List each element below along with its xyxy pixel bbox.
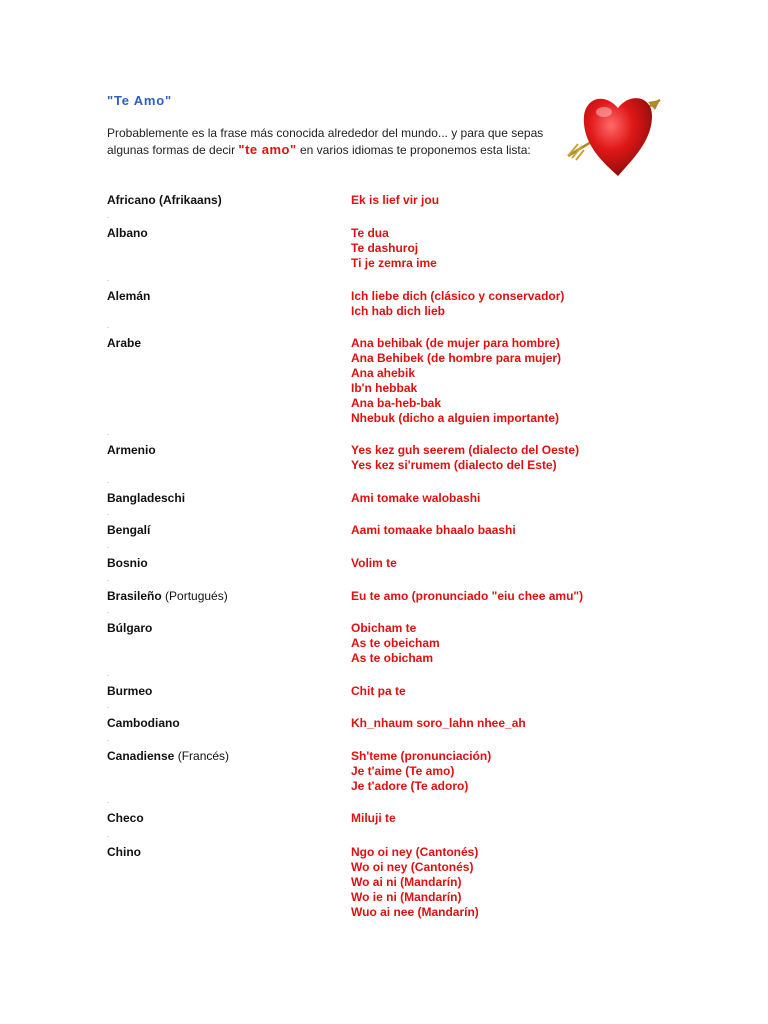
phrase: Ngo oi ney (Cantonés) xyxy=(351,845,479,859)
row-separator: . xyxy=(107,574,110,583)
phrase-list xyxy=(351,749,491,794)
phrase: Ti je zemra ime xyxy=(351,256,437,270)
language-label: Búlgaro xyxy=(107,621,153,635)
phrase: Yes kez guh seerem (dialecto del Oeste) xyxy=(351,443,580,457)
language-name xyxy=(107,193,222,207)
row-separator: . xyxy=(107,211,110,220)
phrase: Ich liebe dich (clásico y conservador) xyxy=(351,289,565,303)
row-separator: . xyxy=(107,476,110,485)
phrase-list xyxy=(351,621,440,666)
phrase-list xyxy=(351,716,526,731)
language-label: Albano xyxy=(107,226,148,240)
language-name xyxy=(107,749,229,763)
phrase: Ana ahebik xyxy=(351,366,416,380)
language-name xyxy=(107,621,152,635)
phrase: Eu te amo (pronunciado "eiu chee amu") xyxy=(351,589,584,603)
language-name xyxy=(107,684,152,698)
phrase: Ana ba-heb-bak xyxy=(351,396,442,410)
phrase-list xyxy=(351,556,397,571)
language-name xyxy=(107,589,228,603)
phrase: Je t'aime (Te amo) xyxy=(351,764,455,778)
phrase: Ich hab dich lieb xyxy=(351,304,446,318)
row-separator: . xyxy=(107,606,110,615)
row-separator: . xyxy=(107,428,110,437)
language-name xyxy=(107,443,156,457)
intro-highlight: "te amo" xyxy=(238,141,297,157)
row-separator: . xyxy=(107,734,110,743)
row-separator: . xyxy=(107,508,110,517)
language-label: Cambodiano xyxy=(107,716,180,730)
intro-paragraph xyxy=(107,126,567,158)
phrase-list xyxy=(351,443,579,473)
language-label: Bangladeschi xyxy=(107,491,186,505)
language-label: Brasileño xyxy=(107,589,162,603)
phrase: Sh'teme (pronunciación) xyxy=(351,749,492,763)
language-label: Bosnio xyxy=(107,556,148,570)
phrase-list xyxy=(351,491,480,506)
phrase: Chit pa te xyxy=(351,684,406,698)
language-name xyxy=(107,491,185,505)
phrase: Wo ai ni (Mandarín) xyxy=(351,875,462,889)
phrase: Miluji te xyxy=(351,811,396,825)
row-separator: . xyxy=(107,669,110,678)
phrase-list xyxy=(351,684,406,699)
phrase-list xyxy=(351,336,561,426)
language-label: Burmeo xyxy=(107,684,153,698)
language-name xyxy=(107,556,148,570)
phrase-list xyxy=(351,289,564,319)
phrase: Yes kez si'rumem (dialecto del Este) xyxy=(351,458,557,472)
phrase: Ana behibak (de mujer para hombre) xyxy=(351,336,560,350)
phrase: Wo oi ney (Cantonés) xyxy=(351,860,474,874)
phrase: Je t'adore (Te adoro) xyxy=(351,779,469,793)
language-note: (Portugués) xyxy=(161,589,228,603)
phrase: Ami tomake walobashi xyxy=(351,491,481,505)
language-name xyxy=(107,523,150,537)
phrase-list xyxy=(351,193,439,208)
intro-text-1: Probablemente es la frase más conocida alrededor del mundo... y para que sepas algunas formas de decir xyxy=(107,126,544,157)
phrase-list xyxy=(351,589,583,604)
language-label: Bengalí xyxy=(107,523,151,537)
language-label: Africano (Afrikaans) xyxy=(107,193,222,207)
language-name xyxy=(107,716,180,730)
language-label: Armenio xyxy=(107,443,156,457)
phrase-list xyxy=(351,523,516,538)
row-separator: . xyxy=(107,321,110,330)
language-label: Arabe xyxy=(107,336,142,350)
page-title: "Te Amo" xyxy=(107,93,172,108)
row-separator: . xyxy=(107,541,110,550)
row-separator: . xyxy=(107,274,110,283)
phrase: Wuo ai nee (Mandarín) xyxy=(351,905,479,919)
phrase: Kh_nhaum soro_lahn nhee_ah xyxy=(351,716,526,730)
phrase: Ek is lief vir jou xyxy=(351,193,440,207)
phrase: Te dashuroj xyxy=(351,241,419,255)
phrase: As te obicham xyxy=(351,651,434,665)
language-note: (Francés) xyxy=(174,749,230,763)
language-label: Checo xyxy=(107,811,144,825)
phrase: As te obeicham xyxy=(351,636,440,650)
phrase: Wo ie ni (Mandarín) xyxy=(351,890,462,904)
phrase-list xyxy=(351,226,437,271)
phrase: Ib'n hebbak xyxy=(351,381,418,395)
row-separator: . xyxy=(107,701,110,710)
language-label: Canadiense xyxy=(107,749,175,763)
language-label: Alemán xyxy=(107,289,151,303)
phrase: Te dua xyxy=(351,226,389,240)
phrase: Nhebuk (dicho a alguien importante) xyxy=(351,411,560,425)
language-name xyxy=(107,845,141,859)
phrase: Obicham te xyxy=(351,621,417,635)
language-name xyxy=(107,289,150,303)
intro-text-2: en varios idiomas te proponemos esta lista: xyxy=(296,142,531,157)
heart-arrow-icon xyxy=(560,80,670,180)
phrase: Ana Behibek (de hombre para mujer) xyxy=(351,351,562,365)
language-name xyxy=(107,811,144,825)
row-separator: . xyxy=(107,796,110,805)
row-separator: . xyxy=(107,830,110,839)
phrase: Volim te xyxy=(351,556,397,570)
phrase-list xyxy=(351,845,479,920)
phrase-list xyxy=(351,811,396,826)
language-name xyxy=(107,226,148,240)
language-name xyxy=(107,336,141,350)
phrase: Aami tomaake bhaalo baashi xyxy=(351,523,516,537)
language-label: Chino xyxy=(107,845,141,859)
